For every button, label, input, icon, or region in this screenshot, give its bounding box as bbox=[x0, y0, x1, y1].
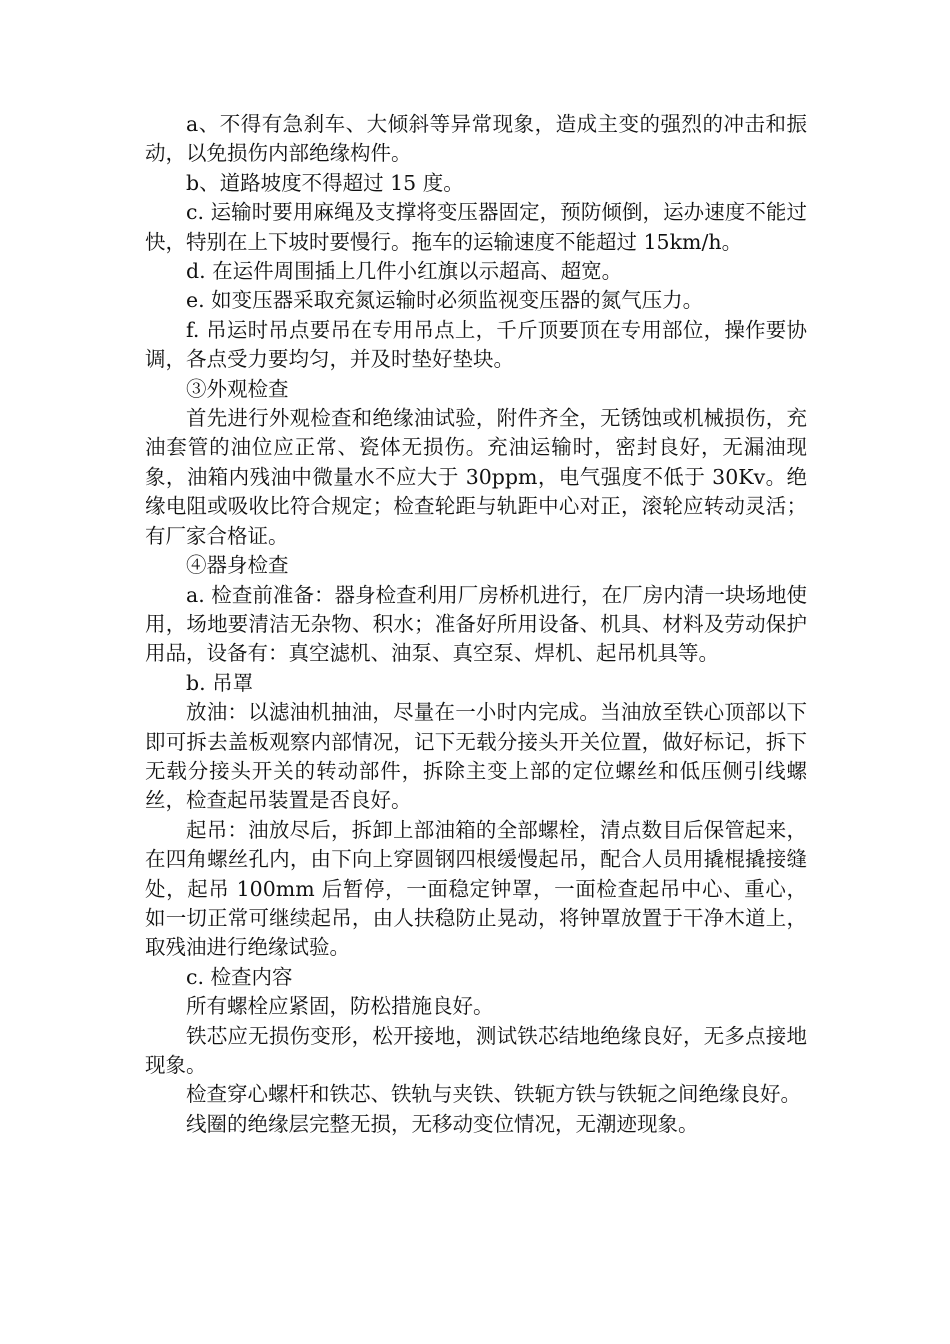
paragraph-red-flags: d. 在运件周围插上几件小红旗以示超高、超宽。 bbox=[186, 259, 623, 284]
document-body bbox=[145, 110, 807, 1139]
paragraph-lifting-points: f. 吊运时吊点要吊在专用吊点上，千斤顶要顶在专用部位，操作要协调，各点受力要均匀，并及时垫好垫块。 bbox=[145, 317, 807, 372]
paragraph-through-bolts: 检查穿心螺杆和铁芯、铁轨与夹铁、铁轭方铁与铁轭之间绝缘良好。 bbox=[186, 1082, 801, 1107]
section-heading-core-inspection: ④器身检查 bbox=[186, 553, 289, 578]
paragraph-iron-core: 铁芯应无损伤变形，松开接地，测试铁芯结地绝缘良好，无多点接地现象。 bbox=[145, 1023, 807, 1077]
paragraph-road-slope: b、道路坡度不得超过 15 度。 bbox=[186, 170, 464, 195]
paragraph-transport-fixing-speed: c. 运输时要用麻绳及支撑将变压器固定，预防倾倒，运办速度不能过快，特别在上下坡时要慢行。拖车的运输速度不能超过 15km/h。 bbox=[145, 200, 807, 254]
subheading-lifting-cover: b. 吊罩 bbox=[186, 670, 254, 695]
paragraph-oil-drain: 放油：以滤油机抽油，尽量在一小时内完成。当油放至铁心顶部以下即可拆去盖板观察内部情况，记下无载分接头开关位置，做好标记，拆下无载分接头开关的转动部件，拆除主变上部的定位螺丝和低压侧引线螺丝，检查起吊装置是否良好。 bbox=[145, 700, 807, 813]
paragraph-lifting: 起吊：油放尽后，拆卸上部油箱的全部螺栓，清点数目后保管起来，在四角螺丝孔内，由下向上穿圆钢四根缓慢起吊，配合人员用撬棍撬接缝处，起吊 100mm 后暂停，一面稳定钟罩，一面检查起吊中心、重心，如一切正常可继续起吊，由人扶稳防止晃动，将钟罩放置于干净木道上，取残油进行绝缘试验。 bbox=[145, 817, 807, 960]
paragraph-appearance-check: 首先进行外观检查和绝缘油试验，附件齐全，无锈蚀或机械损伤，充油套管的油位应正常、瓷体无损伤。充油运输时，密封良好，无漏油现象，油箱内残油中微量水不应大于 30ppm，电气强度不低于 30Kv。绝缘电阻或吸收比符合规定；检查轮距与轨距中心对正，滚轮应转动灵活；有厂家合格证。 bbox=[145, 406, 807, 548]
paragraph-transport-no-braking: a、不得有急刹车、大倾斜等异常现象，造成主变的强烈的冲击和振动，以免损伤内部绝缘构件。 bbox=[145, 112, 807, 166]
section-heading-appearance-check: ③外观检查 bbox=[186, 376, 289, 401]
subheading-inspection-content: c. 检查内容 bbox=[186, 964, 293, 989]
paragraph-inspection-preparation: a. 检查前准备：器身检查利用厂房桥机进行，在厂房内清一块场地使用，场地要清洁无杂物、积水；准备好所用设备、机具、材料及劳动保护用品，设备有：真空滤机、油泵、真空泵、焊机、起吊机具等。 bbox=[145, 582, 807, 666]
paragraph-nitrogen-pressure: e. 如变压器采取充氮运输时必须监视变压器的氮气压力。 bbox=[186, 288, 704, 313]
paragraph-bolts: 所有螺栓应紧固，防松措施良好。 bbox=[186, 994, 494, 1019]
paragraph-coil-insulation: 线圈的绝缘层完整无损，无移动变位情况，无潮迹现象。 bbox=[186, 1111, 699, 1136]
